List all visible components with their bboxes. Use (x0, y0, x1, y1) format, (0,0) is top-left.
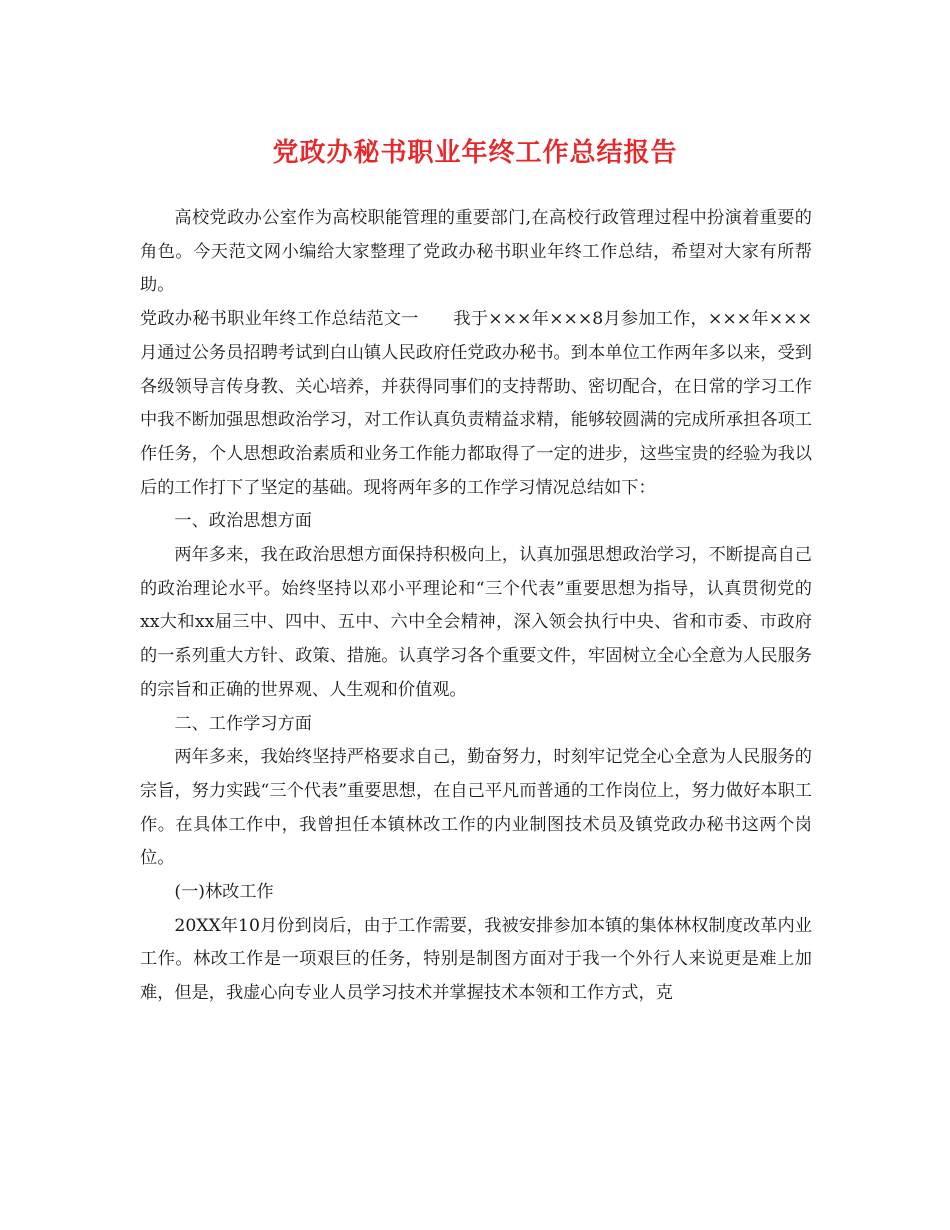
paragraph-intro: 高校党政办公室作为高校职能管理的重要部门,在高校行政管理过程中扮演着重要的角色。今天范文网小编给大家整理了党政办秘书职业年终工作总结，希望对大家有所帮助。 (140, 208, 812, 296)
document-body (140, 202, 812, 1011)
paragraph-work-study: 两年多来，我始终坚持严格要求自己，勤奋努力，时刻牢记党全心全意为人民服务的宗旨，努力实践“三个代表”重要思想，在自己平凡而普通的工作岗位上，努力做好本职工作。在具体工作中，我曾担任本镇林改工作的内业制图技术员及镇党政办秘书这两个岗位。 (140, 747, 812, 869)
section-heading-politics: 一、政治思想方面 (174, 511, 312, 532)
paragraph-forestry: 20XX年10月份到岗后，由于工作需要，我被安排参加本镇的集体林权制度改革内业工作。林改工作是一项艰巨的任务，特别是制图方面对于我一个外行人来说更是难上加难，但是，我虚心向专业人员学习技术并掌握技术本领和工作方式，克 (140, 915, 812, 1004)
subsection-heading-forestry: (一)林改工作 (174, 882, 274, 903)
paragraph-politics: 两年多来，我在政治思想方面保持积极向上，认真加强思想政治学习，不断提高自己的政治理论水平。始终坚持以邓小平理论和“三个代表”重要思想为指导，认真贯彻党的xx大和xx届三中、四中、五中、六中全会精神，深入领会执行中央、省和市委、市政府的一系列重大方针、政策、措施。认真学习各个重要文件，牢固树立全心全意为人民服务的宗旨和正确的世界观、人生观和价值观。 (140, 545, 812, 700)
document-title: 党政办秘书职业年终工作总结报告 (272, 138, 678, 168)
paragraph-sample-one: 党政办秘书职业年终工作总结范文一 我于×××年×××8月参加工作，×××年×××月通过公务员招聘考试到白山镇人民政府任党政办秘书。到本单位工作两年多以来，受到各级领导言传身教、关心培养，并获得同事们的支持帮助、密切配合，在日常的学习工作中我不断加强思想政治学习，对工作认真负责精益求精，能够较圆满的完成所承担各项工作任务，个人思想政治素质和业务工作能力都取得了一定的进步，这些宝贵的经验为我以后的工作打下了坚定的基础。现将两年多的工作学习情况总结如下： (140, 309, 812, 498)
section-heading-work-study: 二、工作学习方面 (174, 713, 312, 734)
